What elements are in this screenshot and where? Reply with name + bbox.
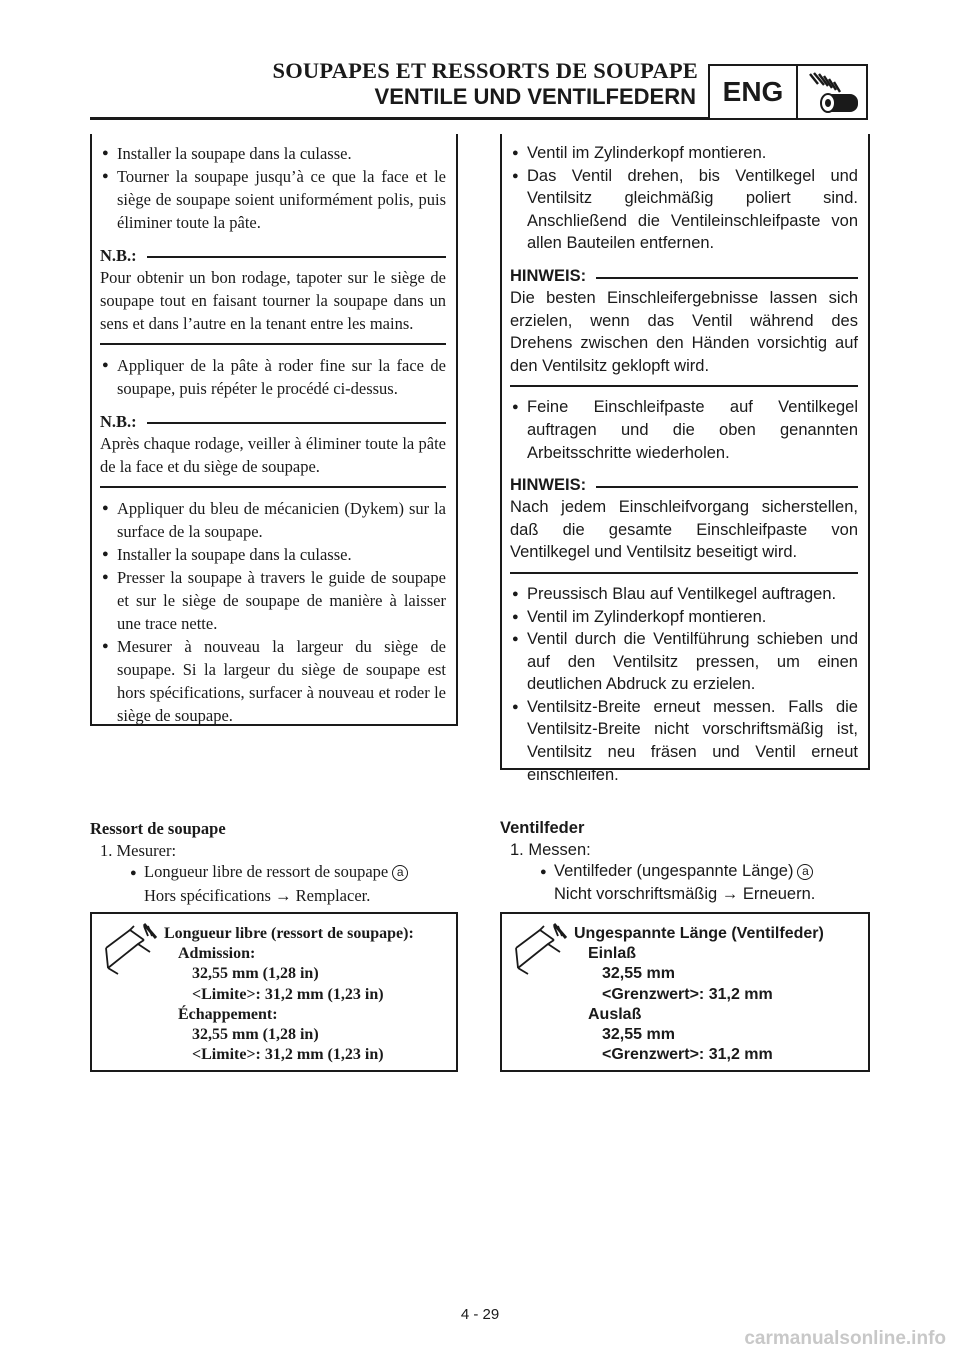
bullet-icon: ●: [512, 700, 519, 713]
caliper-icon: [510, 922, 568, 982]
list-item: ● Installer la soupape dans la culasse.: [102, 545, 352, 564]
page-title-de: VENTILE UND VENTILFEDERN: [374, 84, 696, 109]
page-title-fr: SOUPAPES ET RESSORTS DE SOUPAPE: [272, 58, 698, 83]
bullet-icon: ●: [102, 359, 109, 371]
note-block: [100, 410, 446, 488]
note-block: [100, 244, 446, 345]
procedure-box-de: [500, 134, 870, 784]
bullet-icon: ●: [102, 548, 109, 560]
list-item: ● Ventilsitz-Breite erneut messen. Falls die Ventilsitz-Breite nicht vorschriftsmäßig ist, Ventilsitz neu fräsen und Ventil erneut einschleifen.: [512, 697, 858, 784]
spring-section-fr: [90, 818, 460, 906]
bullet-icon: ●: [102, 640, 109, 652]
spec-value: 32,55 mm (1,28 in): [192, 1026, 319, 1044]
spec-label: Échappement:: [178, 1005, 278, 1023]
spec-limit: <Grenzwert>: 31,2 mm: [602, 985, 773, 1003]
bullet-icon: ●: [512, 587, 519, 600]
list-item: ● Ventil im Zylinderkopf montieren.: [510, 142, 858, 165]
step-text: 1. Messen:: [510, 840, 591, 859]
section-title: Ventilfeder: [500, 819, 585, 837]
note-block: [510, 265, 858, 387]
measure-item: ● Longueur libre de ressort de soupape a: [90, 861, 460, 885]
measure-item: ● Ventilfeder (ungespannte Länge) a: [500, 861, 870, 884]
spec-box-de: [500, 912, 870, 1072]
callout-marker: a: [392, 865, 408, 881]
bullet-icon: ●: [102, 571, 109, 583]
caliper-icon: [100, 922, 158, 982]
bullet-icon: ●: [512, 169, 519, 182]
note-block: [510, 474, 858, 574]
spec-text: [164, 924, 414, 1065]
header-rule: [90, 117, 710, 120]
watermark: carmanualsonline.info: [744, 1328, 946, 1349]
spec-label: Auslaß: [588, 1005, 642, 1023]
spec-limit: <Limite>: 31,2 mm (1,23 in): [192, 985, 384, 1003]
list-item: ● Feine Einschleifpaste auf Ventilkegel auftragen und die oben genannten Arbeitsschritte wiederholen.: [512, 398, 858, 462]
list-item: ● Ventil durch die Ventilführung schieben und auf den Ventilsitz pressen, um einen deutlichen Abdruck zu erzielen.: [512, 630, 858, 694]
bullet-icon: ●: [540, 866, 547, 878]
spec-title: Longueur libre (ressort de soupape):: [164, 925, 414, 942]
bullet-icon: ●: [512, 401, 519, 414]
spec-label: Einlaß: [588, 945, 637, 963]
bullet-icon: ●: [512, 147, 519, 159]
spec-box-fr: [90, 912, 458, 1072]
spec-label: Admission:: [178, 945, 256, 963]
engine-icon: [802, 70, 864, 116]
spec-text: [574, 924, 824, 1065]
note-text: Pour obtenir un bon rodage, tapoter sur le siège de soupape tout en faisant tourner la soupape dans un sens et dans l’autre en la tenant entre les mains.: [100, 268, 446, 333]
list-item: ● Das Ventil drehen, bis Ventilkegel und Ventilsitz gleichmäßig poliert sind. Anschließend die Ventileinschleifpaste von allen Bauteilen entfernen.: [512, 166, 858, 253]
note-text: Nach jedem Einschleifvorgang sicherstellen, daß die gesamte Einschleifpaste von Ventilkegel und Ventilsitz beseitigt wird.: [510, 498, 858, 562]
procedure-box-fr: [90, 134, 458, 726]
spec-value: 32,55 mm (1,28 in): [192, 965, 319, 983]
section-badge-label: ENG: [710, 66, 798, 118]
spec-limit: <Limite>: 31,2 mm (1,23 in): [192, 1046, 384, 1064]
bullet-icon: ●: [512, 633, 519, 646]
note-label: N.B.:: [100, 245, 137, 265]
list-item: ● Presser la soupape à travers le guide de soupape et sur le siège de soupape de manière à laisser une trace nette.: [102, 568, 446, 633]
list-item: ● Appliquer du bleu de mécanicien (Dykem) sur la surface de la soupape.: [102, 499, 446, 541]
action-text: Nicht vorschriftsmäßig → Erneuern.: [554, 884, 816, 903]
page-number: 4 - 29: [460, 1306, 500, 1323]
note-text: Après chaque rodage, veiller à éliminer toute la pâte de la face et du siège de soupape.: [100, 434, 446, 476]
list-item: ● Preussisch Blau auf Ventilkegel auftragen.: [510, 583, 858, 606]
note-label: HINWEIS:: [510, 266, 587, 285]
action-text: Hors spécifications → Remplacer.: [144, 885, 371, 905]
section-badge: [708, 64, 868, 120]
list-item: ● Tourner la soupape jusqu’à ce que la face et le siège de soupape soient uniformément polis, puis éliminer toute la pâte.: [102, 167, 446, 232]
note-label: N.B.:: [100, 411, 137, 431]
bullet-icon: ●: [102, 502, 109, 514]
list-item: ● Ventil im Zylinderkopf montieren.: [510, 606, 858, 629]
spec-value: 32,55 mm: [602, 965, 675, 983]
bullet-icon: ●: [512, 610, 519, 623]
note-label: HINWEIS:: [510, 475, 587, 494]
spec-value: 32,55 mm: [602, 1026, 675, 1044]
bullet-icon: ●: [102, 147, 109, 159]
callout-marker: a: [797, 864, 813, 880]
spec-title: Ungespannte Länge (Ventilfeder): [574, 925, 824, 942]
list-item: ● Mesurer à nouveau la largeur du siège de soupape. Si la largeur du siège de soupape est hors spécifications, surfacer à nouveau et roder le siège de soupape.: [102, 637, 446, 725]
list-item: ● Installer la soupape dans la culasse.: [102, 144, 352, 163]
bullet-icon: ●: [102, 170, 109, 182]
note-text: Die besten Einschleifergebnisse lassen sich erzielen, wenn das Ventil während des Drehens zwischen den Händen vorsichtig auf den Ventilsitz geklopft wird.: [510, 288, 858, 375]
spring-section-de: [500, 818, 870, 905]
bullet-icon: ●: [130, 867, 137, 879]
section-title: Ressort de soupape: [90, 819, 226, 838]
step-text: 1. Mesurer:: [100, 840, 177, 860]
spec-limit: <Grenzwert>: 31,2 mm: [602, 1046, 773, 1064]
list-item: ● Appliquer de la pâte à roder fine sur la face de soupape, puis répéter le procédé ci-dessus.: [102, 356, 446, 398]
